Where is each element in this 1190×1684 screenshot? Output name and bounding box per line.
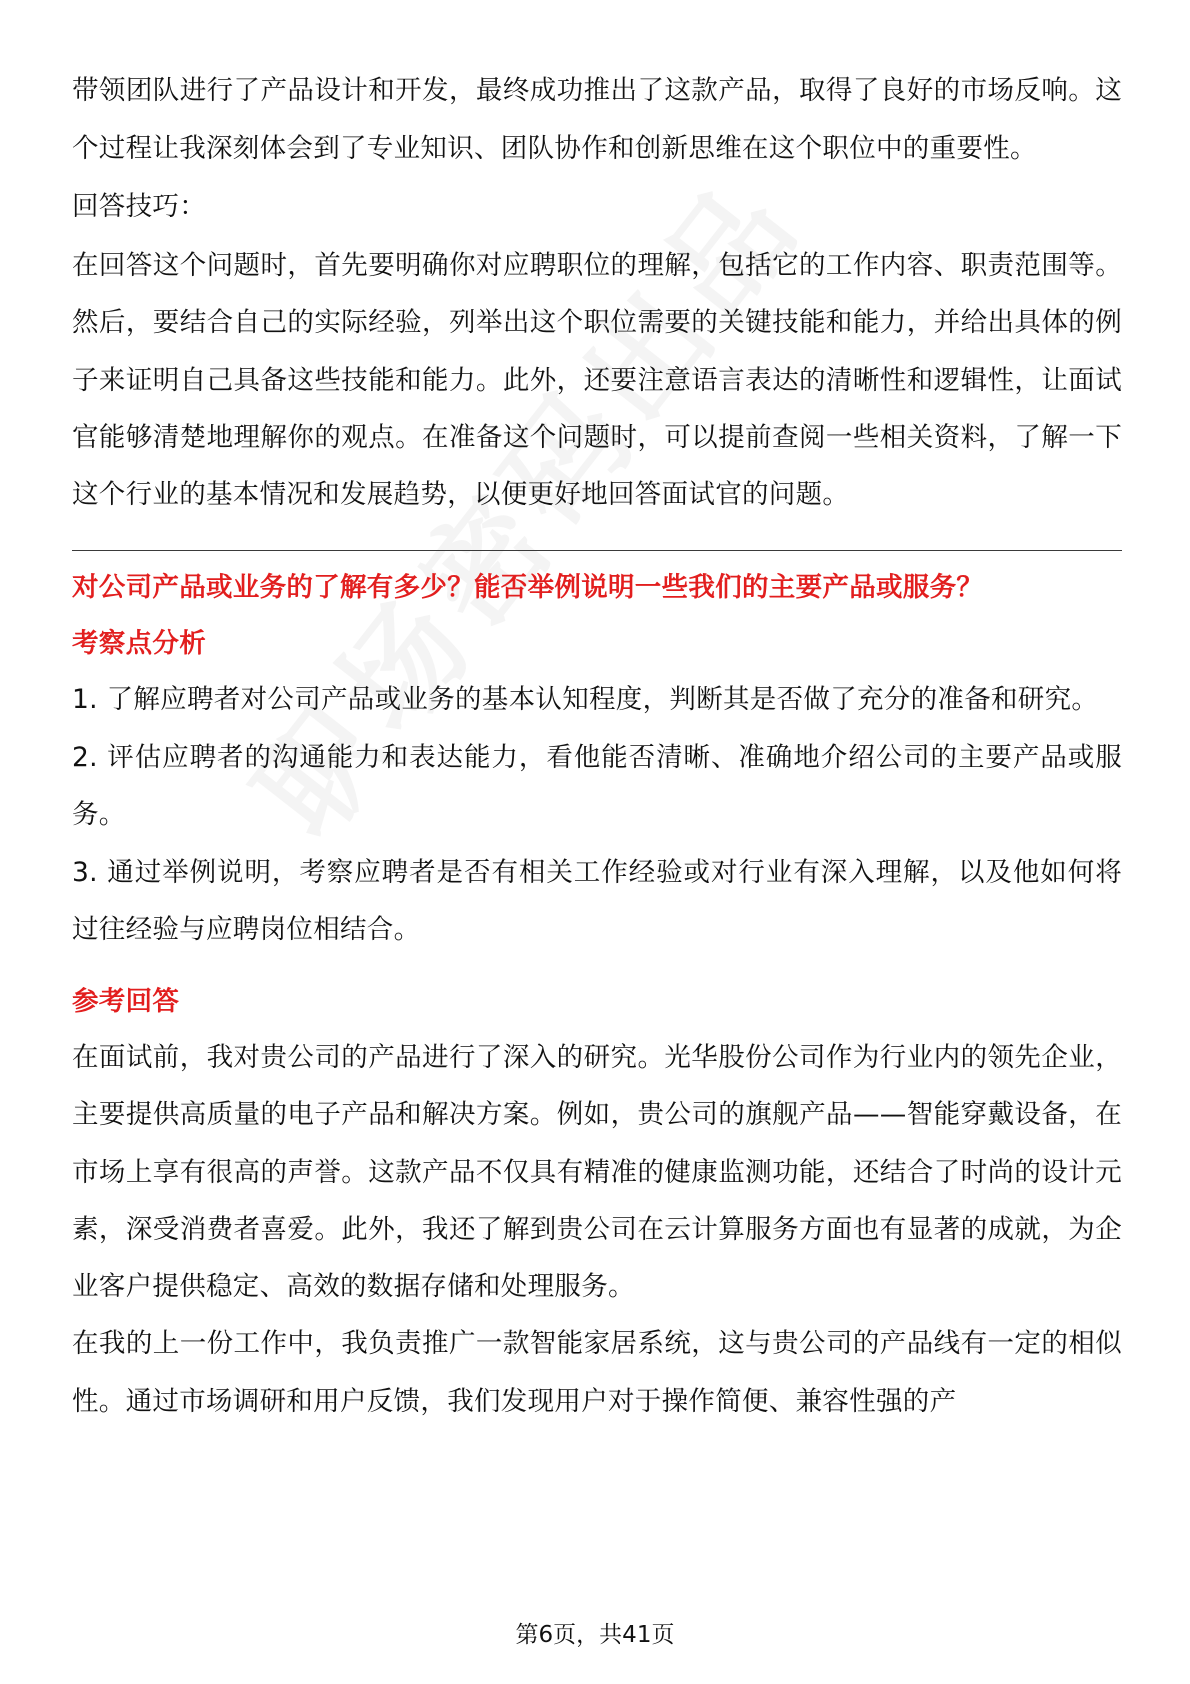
analysis-point-2: 2. 评估应聘者的沟通能力和表达能力，看他能否清晰、准确地介绍公司的主要产品或服务。 (72, 741, 1122, 831)
continuation-paragraph: 带领团队进行了产品设计和开发，最终成功推出了这款产品，取得了良好的市场反响。这个过程让我深刻体会到了专业知识、团队协作和创新思维在这个职位中的重要性。 (72, 75, 1122, 164)
reference-paragraph-2: 在我的上一份工作中，我负责推广一款智能家居系统，这与贵公司的产品线有一定的相似性。通过市场调研和用户反馈，我们发现用户对于操作简便、兼容性强的产 (72, 1328, 1122, 1417)
analysis-heading: 考察点分析 (72, 628, 206, 660)
reference-heading: 参考回答 (72, 985, 180, 1017)
document-page (72, 62, 1122, 1430)
page-number-footer: 第6页，共41页 (515, 1622, 675, 1648)
question-heading: 对公司产品或业务的了解有多少？能否举例说明一些我们的主要产品或服务？ (72, 572, 984, 604)
tips-label: 回答技巧： (72, 191, 206, 222)
reference-paragraph-1: 在面试前，我对贵公司的产品进行了深入的研究。光华股份公司作为行业内的领先企业，主要提供高质量的电子产品和解决方案。例如，贵公司的旗舰产品——智能穿戴设备，在市场上享有很高的声誉。这款产品不仅具有精准的健康监测功能，还结合了时尚的设计元素，深受消费者喜爱。此外，我还了解到贵公司在云计算服务方面也有显著的成就，为企业客户提供稳定、高效的数据存储和处理服务。 (72, 1041, 1122, 1303)
section-divider (72, 550, 1122, 551)
tips-paragraph: 在回答这个问题时，首先要明确你对应聘职位的理解，包括它的工作内容、职责范围等。然后，要结合自己的实际经验，列举出这个职位需要的关键技能和能力，并给出具体的例子来证明自己具备这些技能和能力。此外，还要注意语言表达的清晰性和逻辑性，让面试官能够清楚地理解你的观点。在准备这个问题时，可以提前查阅一些相关资料，了解一下这个行业的基本情况和发展趋势，以便更好地回答面试官的问题。 (72, 250, 1122, 511)
analysis-point-1: 1. 了解应聘者对公司产品或业务的基本认知程度，判断其是否做了充分的准备和研究。 (72, 684, 1099, 716)
analysis-point-3: 3. 通过举例说明，考察应聘者是否有相关工作经验或对行业有深入理解，以及他如何将过往经验与应聘岗位相结合。 (72, 856, 1122, 946)
